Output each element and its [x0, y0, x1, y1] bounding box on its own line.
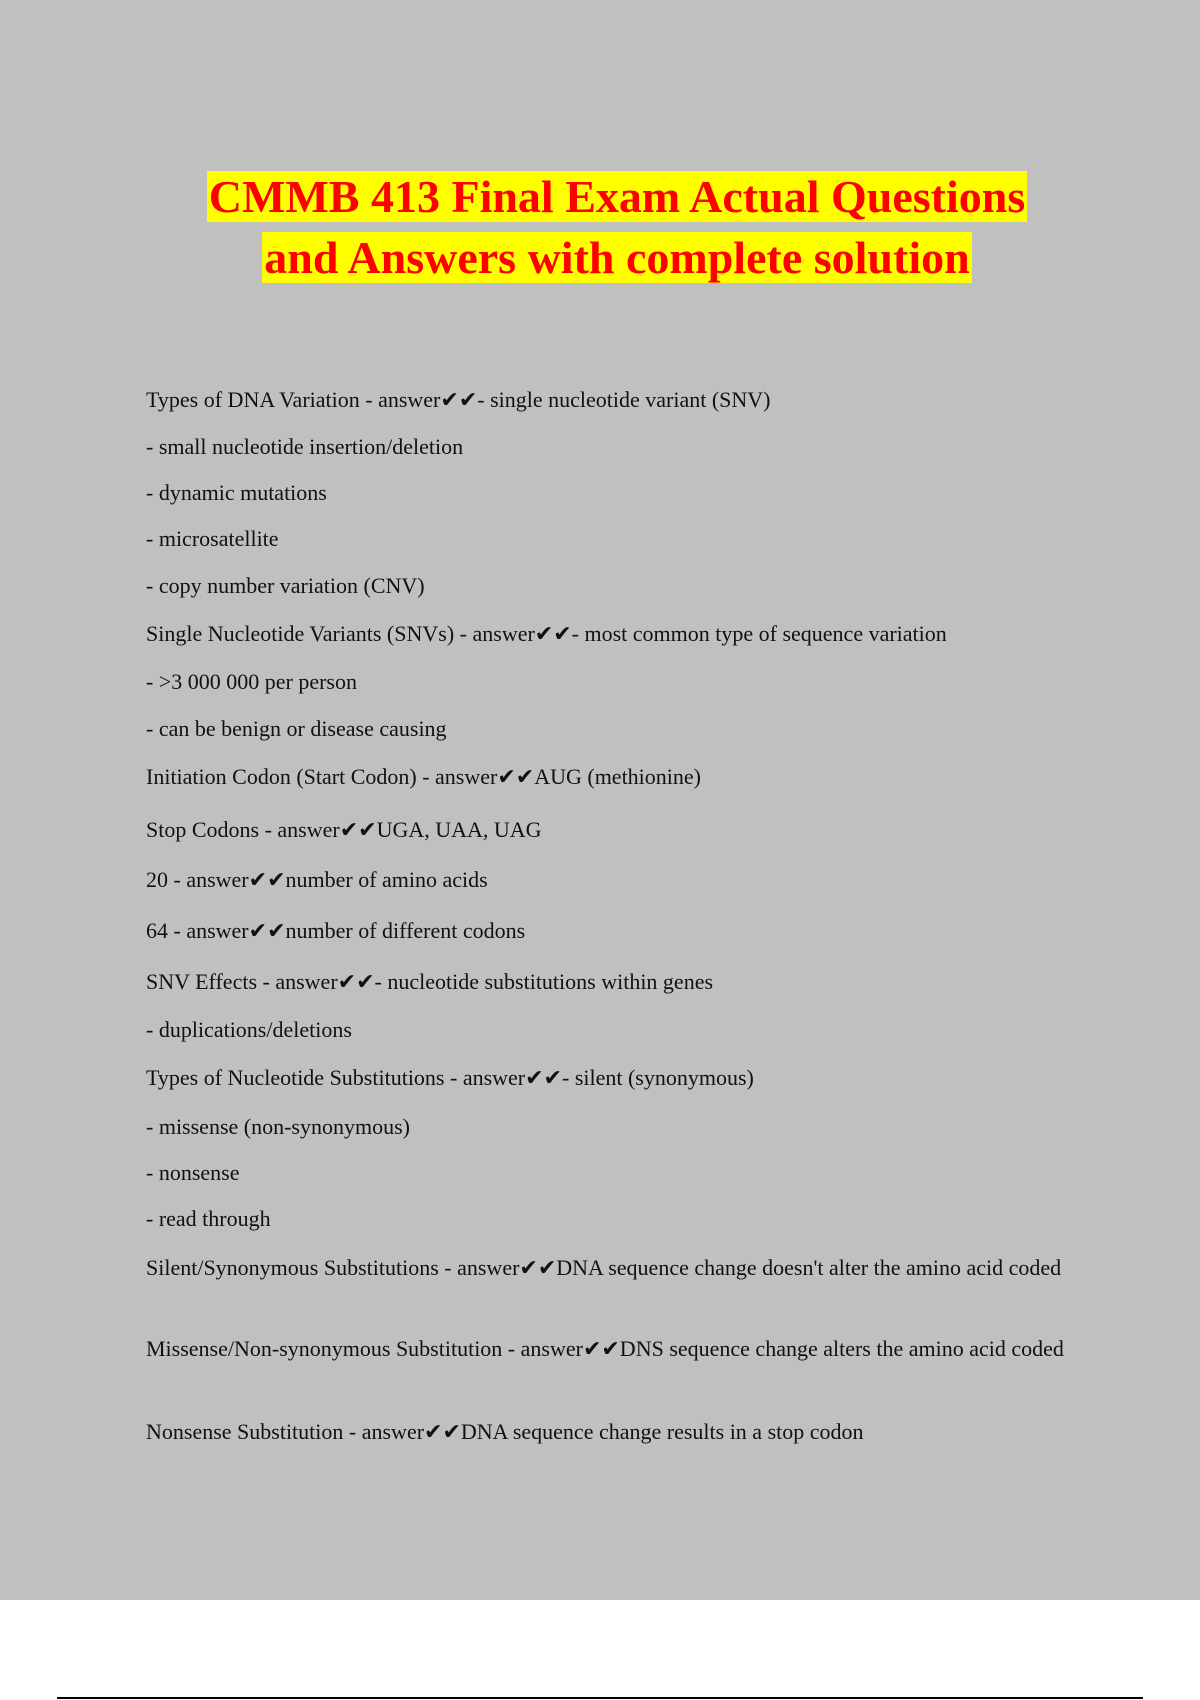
document-title: [100, 166, 1134, 288]
qa-line: Nonsense Substitution - answer✔✔DNA sequence change results in a stop codon: [146, 1419, 864, 1444]
qa-line: - >3 000 000 per person: [146, 669, 357, 694]
qa-line: Types of Nucleotide Substitutions - answer✔✔- silent (synonymous): [146, 1065, 754, 1090]
qa-line: - can be benign or disease causing: [146, 716, 447, 741]
qa-line: Single Nucleotide Variants (SNVs) - answer✔✔- most common type of sequence variation: [146, 621, 947, 646]
qa-line: - read through: [146, 1206, 271, 1231]
qa-line: - duplications/deletions: [146, 1017, 352, 1042]
qa-line: Initiation Codon (Start Codon) - answer✔✔AUG (methionine): [146, 764, 701, 789]
qa-line: Missense/Non-synonymous Substitution - answer✔✔DNS sequence change alters the amino acid coded: [146, 1336, 1064, 1361]
qa-line: Stop Codons - answer✔✔UGA, UAA, UAG: [146, 817, 542, 842]
qa-line: - nonsense: [146, 1160, 240, 1185]
qa-line: SNV Effects - answer✔✔- nucleotide substitutions within genes: [146, 969, 714, 994]
qa-line: Types of DNA Variation - answer✔✔- single nucleotide variant (SNV): [146, 387, 771, 412]
qa-line: 20 - answer✔✔number of amino acids: [146, 867, 488, 892]
qa-line: 64 - answer✔✔number of different codons: [146, 918, 526, 943]
title-line-1: CMMB 413 Final Exam Actual Questions: [208, 171, 1026, 222]
qa-line: - dynamic mutations: [146, 480, 327, 505]
qa-line: - copy number variation (CNV): [146, 573, 425, 598]
qa-line: - microsatellite: [146, 526, 279, 551]
qa-line: - missense (non-synonymous): [146, 1114, 410, 1139]
footer-rule: [57, 1697, 1143, 1699]
title-line-2: and Answers with complete solution: [264, 232, 970, 283]
qa-line: Silent/Synonymous Substitutions - answer✔✔DNA sequence change doesn't alter the amino acid coded: [146, 1255, 1062, 1280]
qa-line: - small nucleotide insertion/deletion: [146, 434, 464, 459]
